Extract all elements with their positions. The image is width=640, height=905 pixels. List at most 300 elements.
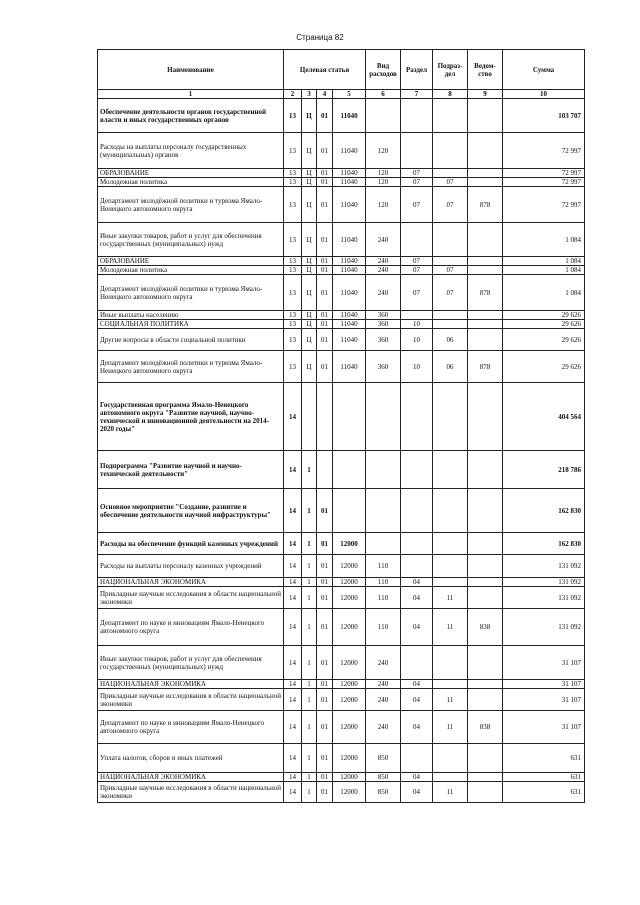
row-subsection: 07 [433,266,468,275]
row-name: Обеспечение деятельности органов государственной власти и иных государственных органов [98,99,284,133]
row-department-code [468,680,503,689]
row-program-code: 14 [284,689,302,711]
row-sum: 103 707 [503,99,585,133]
row-subprogram-code: 1 [302,451,317,489]
row-direction-code: 12000 [333,680,366,689]
row-sum: 31 107 [503,680,585,689]
table-row [98,609,585,646]
row-sum: 162 830 [503,489,585,533]
row-program-code: 14 [284,451,302,489]
table-row [98,744,585,773]
column-number: 4 [317,90,333,99]
row-sum: 404 564 [503,383,585,451]
row-program-code: 13 [284,187,302,223]
row-name: Иные закупки товаров, работ и услуг для обеспечения государственных (муниципальных) нужд [98,223,284,257]
row-section [401,646,433,680]
row-department-code [468,178,503,187]
row-program-code: 13 [284,99,302,133]
row-direction-code: 12000 [333,782,366,803]
row-subprogram-code: 1 [302,533,317,555]
row-direction-code: 12000 [333,555,366,578]
row-subprogram-code: 1 [302,744,317,773]
row-program-code: 14 [284,680,302,689]
row-program-code: 14 [284,533,302,555]
row-direction-code [333,383,366,451]
table-row [98,578,585,587]
table-row [98,257,585,266]
row-activity-code: 01 [317,320,333,329]
row-program-code: 14 [284,578,302,587]
row-direction-code: 11040 [333,351,366,383]
row-direction-code: 12000 [333,609,366,646]
row-subprogram-code: Ц [302,223,317,257]
row-sum: 72 997 [503,169,585,178]
row-subprogram-code: 1 [302,646,317,680]
row-name: Департамент молодёжной политики и туризма Ямало-Ненецкого автономного округа [98,187,284,223]
row-direction-code: 11040 [333,320,366,329]
row-sum: 29 626 [503,351,585,383]
row-section [401,555,433,578]
row-program-code: 14 [284,646,302,680]
row-direction-code: 11040 [333,275,366,311]
row-subsection [433,489,468,533]
row-sum: 29 626 [503,320,585,329]
row-subsection [433,133,468,169]
row-section [401,311,433,320]
row-sum: 1 084 [503,257,585,266]
row-subprogram-code: Ц [302,266,317,275]
row-activity-code: 01 [317,178,333,187]
row-subprogram-code: Ц [302,311,317,320]
row-direction-code: 12000 [333,744,366,773]
row-direction-code: 11040 [333,169,366,178]
row-expense-type: 850 [366,744,401,773]
row-expense-type: 120 [366,187,401,223]
row-section: 07 [401,257,433,266]
row-subprogram-code: 1 [302,587,317,609]
row-department-code: 838 [468,711,503,744]
row-expense-type: 240 [366,711,401,744]
table-row [98,187,585,223]
row-department-code [468,578,503,587]
row-section [401,451,433,489]
row-direction-code: 11040 [333,329,366,351]
row-name: Департамент молодёжной политики и туризма Ямало-Ненецкого автономного округа [98,275,284,311]
row-activity-code [317,451,333,489]
row-activity-code: 01 [317,555,333,578]
header-department: Ведом-ство [468,50,503,90]
column-number: 9 [468,90,503,99]
row-expense-type: 120 [366,169,401,178]
table-row [98,99,585,133]
row-section: 10 [401,329,433,351]
row-activity-code: 01 [317,578,333,587]
row-sum: 631 [503,782,585,803]
row-expense-type: 360 [366,329,401,351]
row-subsection [433,383,468,451]
row-sum: 131 092 [503,578,585,587]
header-subsection: Подраз-дел [433,50,468,90]
row-subsection [433,744,468,773]
row-sum: 218 786 [503,451,585,489]
row-name: Молодежная политика [98,266,284,275]
header-sum: Сумма [503,50,585,90]
row-name: ОБРАЗОВАНИЕ [98,169,284,178]
row-program-code: 13 [284,257,302,266]
row-sum: 29 626 [503,311,585,320]
row-program-code: 14 [284,711,302,744]
row-expense-type: 240 [366,266,401,275]
row-sum: 1 084 [503,223,585,257]
row-section: 07 [401,178,433,187]
row-name: СОЦИАЛЬНАЯ ПОЛИТИКА [98,320,284,329]
row-expense-type: 360 [366,320,401,329]
row-section: 07 [401,187,433,223]
table-row [98,689,585,711]
row-section: 04 [401,680,433,689]
table-row [98,711,585,744]
table-row [98,351,585,383]
column-number: 6 [366,90,401,99]
row-expense-type: 120 [366,133,401,169]
table-row [98,489,585,533]
table-row [98,223,585,257]
table-row [98,275,585,311]
row-activity-code: 01 [317,489,333,533]
row-department-code: 878 [468,187,503,223]
row-activity-code: 01 [317,311,333,320]
row-name: Департамент по науке и инновациям Ямало-Ненецкого автономного округа [98,609,284,646]
row-sum: 31 107 [503,646,585,680]
row-direction-code: 11040 [333,99,366,133]
row-direction-code: 12000 [333,533,366,555]
table-row [98,451,585,489]
row-expense-type [366,451,401,489]
row-department-code [468,587,503,609]
row-subprogram-code: 1 [302,773,317,782]
row-activity-code: 01 [317,782,333,803]
row-name: Уплата налогов, сборов и иных платежей [98,744,284,773]
row-subsection [433,451,468,489]
row-activity-code: 01 [317,646,333,680]
row-section: 07 [401,275,433,311]
row-program-code: 13 [284,266,302,275]
row-department-code [468,489,503,533]
row-subsection [433,320,468,329]
row-activity-code: 01 [317,266,333,275]
row-name: Прикладные научные исследования в области национальной экономики [98,689,284,711]
row-subprogram-code: Ц [302,133,317,169]
row-activity-code: 01 [317,223,333,257]
row-expense-type [366,383,401,451]
row-subsection [433,169,468,178]
row-subprogram-code: Ц [302,187,317,223]
row-department-code: 838 [468,609,503,646]
row-expense-type: 240 [366,689,401,711]
row-subsection [433,578,468,587]
row-direction-code: 11040 [333,223,366,257]
row-subprogram-code: 1 [302,609,317,646]
row-program-code: 14 [284,609,302,646]
table-row [98,383,585,451]
row-sum: 31 107 [503,689,585,711]
row-name: НАЦИОНАЛЬНАЯ ЭКОНОМИКА [98,773,284,782]
row-subprogram-code: 1 [302,680,317,689]
header-section: Раздел [401,50,433,90]
row-activity-code: 01 [317,711,333,744]
table-row [98,680,585,689]
row-section: 10 [401,320,433,329]
table-row [98,266,585,275]
row-section [401,383,433,451]
column-number: 3 [302,90,317,99]
row-department-code [468,383,503,451]
table-row [98,587,585,609]
row-program-code: 14 [284,555,302,578]
row-section: 04 [401,711,433,744]
row-subprogram-code: Ц [302,275,317,311]
table-row [98,178,585,187]
row-subsection [433,99,468,133]
row-expense-type: 120 [366,178,401,187]
row-direction-code: 11040 [333,257,366,266]
row-department-code [468,451,503,489]
row-program-code: 13 [284,223,302,257]
row-subsection [433,646,468,680]
row-sum: 162 830 [503,533,585,555]
row-expense-type: 110 [366,578,401,587]
row-expense-type: 110 [366,555,401,578]
row-section [401,133,433,169]
row-expense-type: 240 [366,680,401,689]
row-direction-code: 12000 [333,646,366,680]
column-number: 7 [401,90,433,99]
row-department-code [468,266,503,275]
row-program-code: 13 [284,351,302,383]
row-section [401,489,433,533]
table-row [98,320,585,329]
row-subprogram-code: Ц [302,257,317,266]
row-subprogram-code: 1 [302,782,317,803]
row-section [401,744,433,773]
row-subprogram-code: 1 [302,689,317,711]
row-subsection [433,257,468,266]
row-name: Департамент по науке и инновациям Ямало-Ненецкого автономного округа [98,711,284,744]
row-program-code: 13 [284,133,302,169]
row-activity-code: 01 [317,275,333,311]
row-subsection: 11 [433,587,468,609]
row-subsection: 11 [433,609,468,646]
table-row [98,169,585,178]
row-department-code: 878 [468,351,503,383]
row-direction-code: 11040 [333,133,366,169]
row-department-code [468,773,503,782]
row-activity-code: 01 [317,257,333,266]
row-subprogram-code: Ц [302,178,317,187]
column-number: 5 [333,90,366,99]
row-expense-type: 110 [366,587,401,609]
row-activity-code: 01 [317,689,333,711]
row-section: 04 [401,578,433,587]
row-subprogram-code: 1 [302,555,317,578]
row-direction-code: 12000 [333,689,366,711]
row-subprogram-code: 1 [302,578,317,587]
row-expense-type: 240 [366,223,401,257]
row-department-code [468,320,503,329]
row-name: Иные закупки товаров, работ и услуг для обеспечения государственных (муниципальных) нужд [98,646,284,680]
row-department-code [468,99,503,133]
row-name: Расходы на выплаты персоналу казенных учреждений [98,555,284,578]
row-program-code: 14 [284,744,302,773]
row-subprogram-code: Ц [302,99,317,133]
row-sum: 131 092 [503,609,585,646]
row-department-code [468,744,503,773]
row-direction-code: 12000 [333,773,366,782]
row-direction-code: 12000 [333,711,366,744]
row-name: НАЦИОНАЛЬНАЯ ЭКОНОМИКА [98,680,284,689]
row-section: 04 [401,587,433,609]
row-activity-code: 01 [317,533,333,555]
row-department-code: 878 [468,275,503,311]
row-expense-type [366,99,401,133]
row-program-code: 13 [284,320,302,329]
table-row [98,646,585,680]
table-row [98,533,585,555]
header-name: Наименование [98,50,284,90]
row-subprogram-code: Ц [302,169,317,178]
row-sum: 131 092 [503,555,585,578]
table-row [98,133,585,169]
row-section [401,533,433,555]
row-program-code: 13 [284,169,302,178]
row-direction-code: 12000 [333,578,366,587]
row-name: Подпрограмма "Развитие научной и научно-технической деятельности" [98,451,284,489]
row-subprogram-code: Ц [302,329,317,351]
row-subsection: 07 [433,178,468,187]
row-direction-code [333,489,366,533]
page-number-label: Страница 82 [296,33,344,42]
row-department-code [468,169,503,178]
row-section: 04 [401,773,433,782]
row-department-code [468,257,503,266]
budget-table [97,49,585,803]
row-section: 07 [401,266,433,275]
row-subprogram-code: 1 [302,489,317,533]
row-subsection [433,773,468,782]
row-sum: 1 084 [503,275,585,311]
row-direction-code [333,451,366,489]
row-name: Другие вопросы в области социальной политики [98,329,284,351]
row-expense-type: 240 [366,257,401,266]
row-name: Основное мероприятие "Создание, развитие и обеспечение деятельности научной инфраструктуры" [98,489,284,533]
row-sum: 31 107 [503,711,585,744]
row-subsection [433,223,468,257]
row-subsection: 07 [433,187,468,223]
row-expense-type: 850 [366,773,401,782]
row-section: 04 [401,609,433,646]
row-subsection [433,555,468,578]
row-name: Департамент молодёжной политики и туризма Ямало-Ненецкого автономного округа [98,351,284,383]
row-subprogram-code: Ц [302,351,317,383]
row-subsection [433,311,468,320]
row-activity-code: 01 [317,680,333,689]
row-direction-code: 11040 [333,178,366,187]
row-expense-type: 240 [366,275,401,311]
row-expense-type: 360 [366,351,401,383]
row-program-code: 13 [284,311,302,320]
row-sum: 72 997 [503,187,585,223]
row-section [401,99,433,133]
row-subsection: 06 [433,351,468,383]
row-sum: 1 084 [503,266,585,275]
row-activity-code: 01 [317,587,333,609]
row-subsection: 06 [433,329,468,351]
table-row [98,555,585,578]
row-direction-code: 11040 [333,311,366,320]
row-sum: 631 [503,744,585,773]
row-sum: 72 997 [503,133,585,169]
row-name: Молодежная политика [98,178,284,187]
column-number: 2 [284,90,302,99]
row-activity-code: 01 [317,744,333,773]
row-subprogram-code: 1 [302,711,317,744]
row-program-code: 14 [284,773,302,782]
row-subsection [433,680,468,689]
row-activity-code [317,383,333,451]
row-expense-type: 240 [366,646,401,680]
row-name: Прикладные научные исследования в области национальной экономики [98,782,284,803]
row-department-code [468,782,503,803]
row-subsection: 11 [433,711,468,744]
column-number: 1 [98,90,284,99]
row-sum: 631 [503,773,585,782]
row-department-code [468,223,503,257]
row-direction-code: 12000 [333,587,366,609]
row-subsection [433,533,468,555]
row-department-code [468,311,503,320]
row-subprogram-code [302,383,317,451]
row-direction-code: 11040 [333,187,366,223]
row-name: Прикладные научные исследования в области национальной экономики [98,587,284,609]
row-department-code [468,646,503,680]
row-program-code: 13 [284,329,302,351]
column-number: 10 [503,90,585,99]
row-expense-type: 360 [366,311,401,320]
row-section: 04 [401,689,433,711]
row-subsection: 07 [433,275,468,311]
row-name: Государственная программа Ямало-Ненецкого автономного округа "Развитие научной, научно-технической и инновационной деятельности на 2014-2020 годы" [98,383,284,451]
column-number: 8 [433,90,468,99]
row-expense-type: 110 [366,609,401,646]
row-activity-code: 01 [317,773,333,782]
row-department-code [468,689,503,711]
row-activity-code: 01 [317,329,333,351]
row-program-code: 13 [284,178,302,187]
row-name: ОБРАЗОВАНИЕ [98,257,284,266]
row-section: 07 [401,169,433,178]
row-activity-code: 01 [317,187,333,223]
table-row [98,782,585,803]
row-name: Расходы на выплаты персоналу государственных (муниципальных) органов [98,133,284,169]
row-program-code: 13 [284,275,302,311]
row-section [401,223,433,257]
row-department-code [468,555,503,578]
row-program-code: 14 [284,782,302,803]
table-row [98,311,585,320]
row-activity-code: 01 [317,609,333,646]
row-activity-code: 01 [317,133,333,169]
row-expense-type: 850 [366,782,401,803]
